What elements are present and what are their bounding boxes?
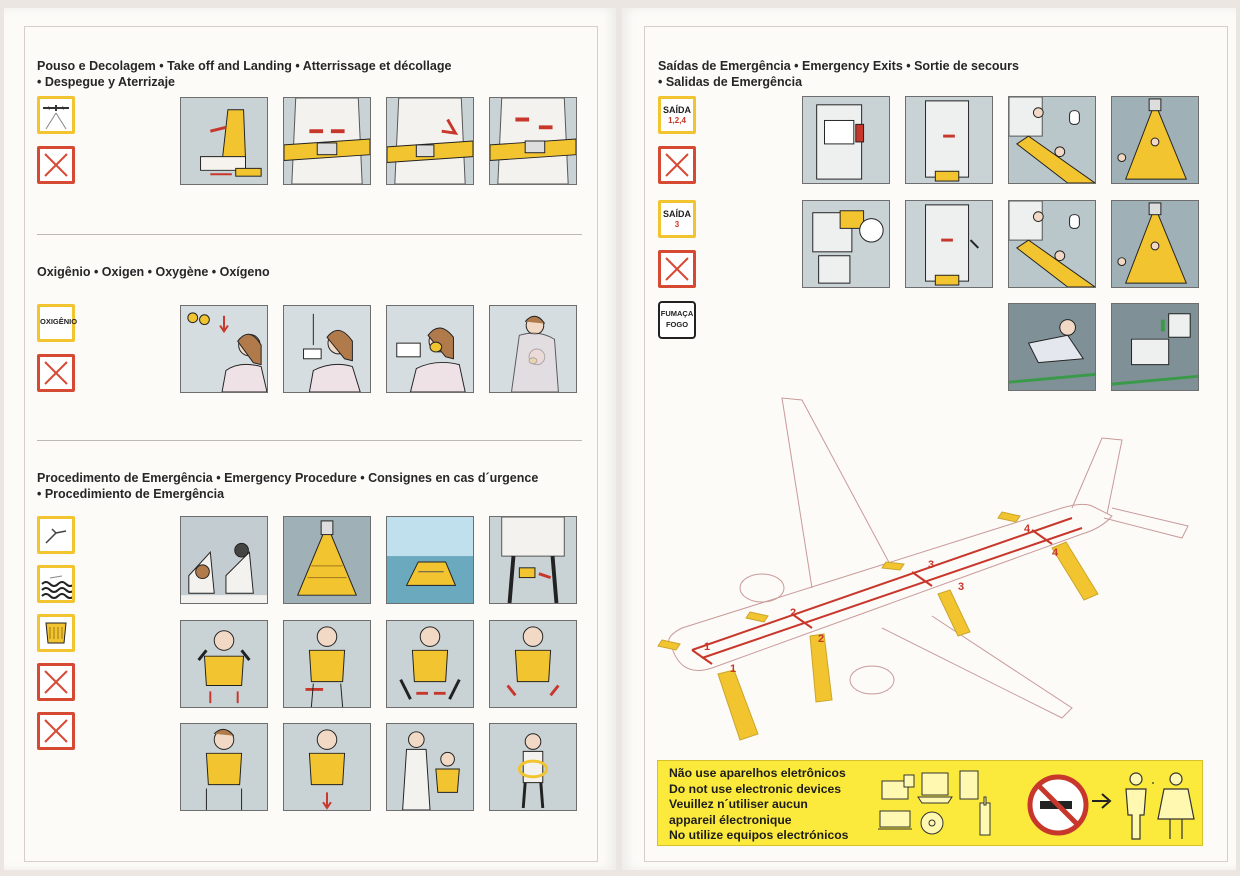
life-vest-tighten-illustration [386,620,474,708]
seatbelt-tighten-illustration [386,97,474,185]
smoke-label: FUMAÇA [660,309,694,318]
no-icon [37,146,75,184]
slide-raft-illustration [283,516,371,604]
brace-position-icon [37,516,75,554]
aircraft-exit-diagram [642,388,1222,758]
brace-position-illustration [180,516,268,604]
exit-number-marker: 2 [818,633,825,645]
exit-b-number: 3 [674,220,680,229]
life-vest-fasten-illustration [283,620,371,708]
exits-section-title [658,59,1019,90]
oxygen-mask-pull-illustration [283,305,371,393]
exit-door-open-illustration [802,96,890,184]
no-electronics-line-en: Do not use electronic devices [669,781,842,796]
oxygen-icon-label: OXIGÊNIO [40,317,78,326]
overwing-slide-deployed-illustration [1111,200,1199,288]
no-electronics-line-fr2: appareil électronique [669,812,792,827]
no-electronics-line-fr1: Veuillez n´utiliser aucun [669,797,808,812]
no-icon [37,663,75,701]
electronic-devices-icon [876,767,1006,841]
no-electronics-text [669,766,869,844]
no-icon [658,250,696,288]
exit-door-push-illustration [905,96,993,184]
exits-title-line2: • Salidas de Emergência [658,74,803,89]
smoke-crawl-illustration [1008,303,1096,391]
water-landing-icon [37,565,75,603]
exit-slide-evacuation-illustration [1008,96,1096,184]
oxygen-mask-drop-illustration [180,305,268,393]
exit-number-marker: 4 [1052,547,1059,559]
exit-a-label: SAÍDA [662,105,691,115]
exit-number-marker: 3 [928,559,935,571]
exit-slide-deployed-illustration [1111,96,1199,184]
seat-upright-illustration [180,97,268,185]
no-icon [37,712,75,750]
life-vest-over-head-illustration [180,620,268,708]
life-vest-child-illustration [386,723,474,811]
emergency-title-line2: • Procedimiento de Emergência [37,486,225,501]
exits-title-line1: Saídas de Emergência • Emergency Exits • Sortie de secours [658,59,1019,73]
seatbelt-fasten-illustration [283,97,371,185]
life-vest-whistle-illustration [180,723,268,811]
section-divider [37,440,582,441]
raft-on-water-illustration [386,516,474,604]
exit-a-number: 1,2,4 [668,116,686,125]
smoke-fire-icon [658,301,696,339]
exit-b-label: SAÍDA [662,209,691,219]
life-vest-inflate-illustration [283,723,371,811]
oxygen-label-icon [37,304,78,342]
left-page [4,8,616,870]
oxygen-mask-wear-illustration [386,305,474,393]
emergency-section-title [37,471,538,502]
exit-number-marker: 2 [790,607,797,619]
overwing-exit-open-illustration [802,200,890,288]
takeoff-title-line1: Pouso e Decolagem • Take off and Landing • Atterrissage et décollage [37,59,452,73]
no-electronics-banner [657,760,1203,846]
life-vest-under-seat-illustration [489,516,577,604]
takeoff-section-title [37,59,451,90]
takeoff-title-line2: • Despegue y Aterrizaje [37,74,175,89]
no-icon [658,146,696,184]
right-page [622,8,1236,870]
exit-label-icon [658,200,696,238]
arrow-right-icon [1090,789,1114,813]
lavatory-icon [1114,769,1198,841]
fire-label: FOGO [665,320,689,329]
no-smoking-icon [1026,773,1090,837]
oxygen-mask-child-illustration [489,305,577,393]
exit-number-marker: 3 [958,581,965,593]
airplane-icon [37,96,75,134]
section-divider [37,234,582,235]
no-icon [37,354,75,392]
life-vest-infant-illustration [489,723,577,811]
overwing-slide-evacuation-illustration [1008,200,1096,288]
floor-lighting-illustration [1111,303,1199,391]
emergency-title-line1: Procedimento de Emergência • Emergency Procedure • Consignes en cas d´urgence [37,471,539,485]
exit-label-icon [658,96,696,134]
overwing-exit-push-illustration [905,200,993,288]
exit-number-marker: 4 [1024,523,1031,535]
life-raft-icon [37,614,75,652]
oxygen-section-title: Oxigênio • Oxigen • Oxygène • Oxígeno [37,265,270,279]
no-electronics-line-pt: Não use aparelhos eletrônicos [669,766,846,780]
life-vest-adjust-illustration [489,620,577,708]
exit-number-marker: 1 [704,641,711,653]
exit-number-marker: 1 [730,663,737,675]
seatbelt-release-illustration [489,97,577,185]
no-electronics-line-es: No utilize equipos electrónicos [669,828,849,843]
